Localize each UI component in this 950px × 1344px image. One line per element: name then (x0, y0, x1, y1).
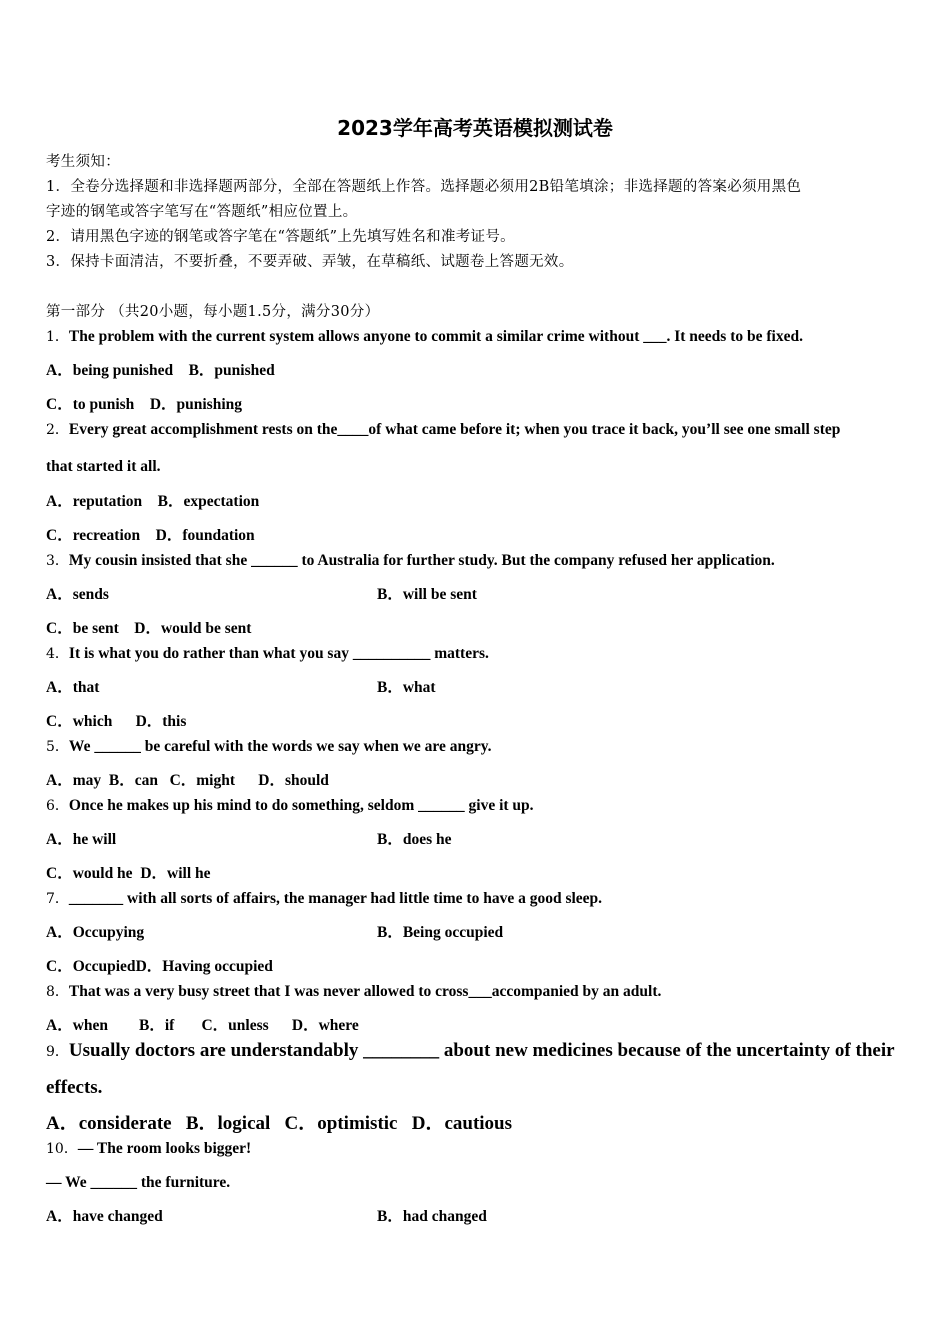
question-number: 1． (46, 329, 69, 345)
option-b[interactable]: B．will be sent (377, 586, 477, 603)
option-d[interactable]: D．where (291, 1017, 359, 1034)
question-5 (46, 737, 492, 757)
option-b[interactable]: B．Being occupied (377, 924, 504, 941)
notice-heading: 考生须知： (46, 154, 120, 170)
question-text-continued: effects. (46, 1077, 103, 1098)
section-heading: 第一部分 （共20小题，每小题1.5分，满分30分） (46, 304, 380, 320)
option-a[interactable]: A．reputation (46, 493, 143, 510)
option-b[interactable]: B．punished (188, 362, 275, 379)
question-text: It is what you do rather than what you say __________ matters. (68, 645, 489, 662)
options-row (46, 957, 273, 977)
option-d[interactable]: D．will he (140, 865, 211, 882)
option-b[interactable]: B．logical (185, 1113, 271, 1134)
option-c[interactable]: C．Occupied (46, 958, 136, 975)
question-10 (46, 1139, 251, 1159)
question-number: 9． (46, 1044, 69, 1060)
option-d[interactable]: D．punishing (149, 396, 243, 413)
question-2 (46, 420, 840, 440)
question-3 (46, 551, 775, 571)
question-number: 8． (46, 984, 69, 1000)
option-b[interactable]: B．can (108, 772, 158, 789)
question-text: Once he makes up his mind to do something, seldom ______ give it up. (68, 797, 534, 814)
question-6 (46, 796, 534, 816)
question-number: 5． (46, 739, 69, 755)
question-text: My cousin insisted that she ______ to Australia for further study. But the company refused her application. (68, 552, 775, 569)
option-d[interactable]: D．Having occupied (135, 958, 273, 975)
page-title: 2023学年高考英语模拟测试卷 (337, 116, 613, 140)
option-b[interactable]: B．does he (377, 831, 452, 848)
question-text-continued: — We ______ the furniture. (46, 1174, 231, 1191)
question-number: 6． (46, 798, 69, 814)
option-d[interactable]: D．this (135, 713, 187, 730)
option-a[interactable]: A．sends (46, 586, 109, 603)
options-row (46, 526, 255, 546)
options-row (46, 1016, 359, 1036)
options-row (46, 395, 242, 415)
question-text: _______ with all sorts of affairs, the manager had little time to have a good sleep. (68, 890, 603, 907)
options-row (46, 771, 329, 791)
option-d[interactable]: D．would be sent (134, 620, 252, 637)
options-row (46, 361, 275, 381)
option-a[interactable]: A．may (46, 772, 102, 789)
option-b[interactable]: B．expectation (157, 493, 260, 510)
question-text: — The room looks bigger! (77, 1140, 252, 1157)
question-number: 10． (46, 1141, 78, 1157)
question-number: 4． (46, 646, 69, 662)
options-row (46, 619, 251, 639)
question-number: 7． (46, 891, 69, 907)
option-c[interactable]: C．optimistic (284, 1113, 398, 1134)
option-a[interactable]: A．Occupying (46, 924, 145, 941)
option-a[interactable]: A．considerate (46, 1113, 172, 1134)
option-a[interactable]: A．have changed (46, 1208, 163, 1225)
notice-item: 字迹的钢笔或答字笔写在“答题纸”相应位置上。 (46, 204, 358, 220)
option-a[interactable]: A．he will (46, 831, 117, 848)
question-4 (46, 644, 489, 664)
options-row (46, 712, 186, 732)
option-c[interactable]: C．be sent (46, 620, 119, 637)
question-text: That was a very busy street that I was never allowed to cross___accompanied by an adult. (68, 983, 662, 1000)
option-c[interactable]: C．to punish (46, 396, 135, 413)
option-c[interactable]: C．might (169, 772, 236, 789)
option-b[interactable]: B．if (139, 1017, 175, 1034)
options-row (46, 492, 259, 512)
option-c[interactable]: C．would he (46, 865, 133, 882)
option-a[interactable]: A．that (46, 679, 100, 696)
option-c[interactable]: C．unless (201, 1017, 269, 1034)
option-c[interactable]: C．recreation (46, 527, 141, 544)
option-a[interactable]: A．being punished (46, 362, 174, 379)
options-row (46, 1113, 512, 1135)
options-row (46, 864, 211, 884)
question-text: Every great accomplishment rests on the____of what came before it; when you trace it back, you’ll see one small step (68, 421, 841, 438)
option-b[interactable]: B．what (377, 679, 436, 696)
option-c[interactable]: C．which (46, 713, 113, 730)
option-a[interactable]: A．when (46, 1017, 109, 1034)
question-text: Usually doctors are understandably ________ about new medicines because of the uncertainty of their (68, 1040, 895, 1061)
question-7 (46, 889, 602, 909)
question-9 (46, 1040, 895, 1063)
notice-item: 3．保持卡面清洁，不要折叠，不要弄破、弄皱，在草稿纸、试题卷上答题无效。 (46, 254, 574, 270)
option-d[interactable]: D．should (258, 772, 329, 789)
option-b[interactable]: B．had changed (377, 1208, 487, 1225)
question-number: 3． (46, 553, 69, 569)
question-text: We ______ be careful with the words we say when we are angry. (68, 738, 492, 755)
question-text: The problem with the current system allows anyone to commit a similar crime without ___. It needs to be fixed. (68, 328, 803, 345)
option-d[interactable]: D．cautious (411, 1113, 513, 1134)
question-8 (46, 982, 661, 1002)
notice-item: 1．全卷分选择题和非选择题两部分，全部在答题纸上作答。选择题必须用2B铅笔填涂；非选择题的答案必须用黑色 (46, 179, 802, 195)
option-d[interactable]: D．foundation (155, 527, 255, 544)
question-number: 2． (46, 422, 69, 438)
notice-item: 2．请用黑色字迹的钢笔或答字笔在“答题纸”上先填写姓名和准考证号。 (46, 229, 515, 245)
question-1 (46, 327, 803, 347)
question-text-continued: that started it all. (46, 458, 161, 475)
